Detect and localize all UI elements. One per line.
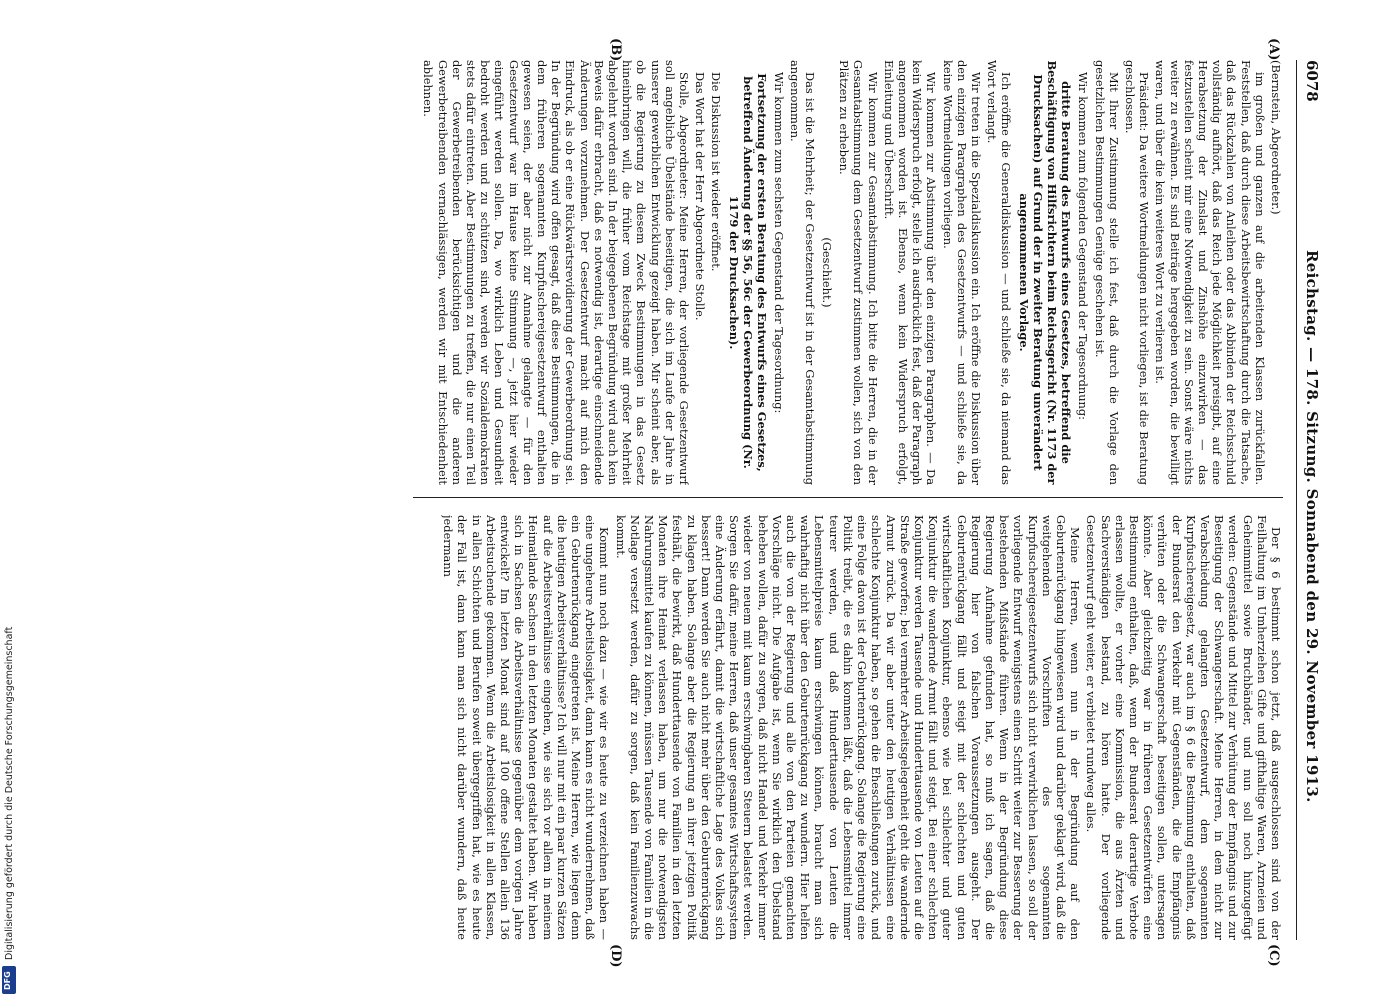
dfg-logo [2,966,16,994]
column-divider [413,497,1283,498]
running-title: Reichstag. — 178. Sitzung. Sonnabend den 29. November 1913. [1303,250,1321,803]
right-column [403,515,1283,940]
agenda-item: Fortsetzung der ersten Beratung des Entwurfs eines Gesetzes, betreffend Änderung der §§ 56, 56c der Gewerbeordnung (Nr. 1179 der Drucksachen). [726,73,770,472]
paragraph: Wir kommen zur Gesamtabstimmung. Ich bitte die Herren, die in der Gesamtabstimmung dem Gesetzentwurf zustimmen wollen, sich von den Plätzen zu erheben. [837,60,880,485]
paragraph: im großen und ganzen auf die arbeitenden Klassen zurückfallen. Feststellen, daß durch diese Arbeitsbewirtschaftung durch die Tatsache, daß das Rückzahlen von Anleihen oder das Abbinden der Reichsschuld vollständig aufhört, daß das Reich jede Möglichkeit preisgibt, auf eine Herabsetzung der Zinslast und Zinshöhe einzuwirken — das festzustellen scheint mir eine Notwendigkeit zu sein. Sonst wäre nichts weiter zu erwähnen. Es sind Beiträge hergegeben worden, die bewilligt waren, und über die kein weiteres Wort zu verlieren ist. [1153,60,1267,485]
paragraph: Das ist die Mehrheit; der Gesetzentwurf ist in der Gesamtabstimmung angenommen. [788,60,817,485]
paragraph: Ich eröffne die Generaldiskussion — und schließe sie, da niemand das Wort verlangt. [985,60,1014,485]
margin-mark-d: (D) [608,944,623,968]
paragraph: Die Diskussion ist wieder eröffnet. [709,72,724,272]
speaker-note: (Bernstein, Abgeordneter.) [1269,60,1283,215]
speech-paragraph: Stolle, Abgeordneter: Meine Herren, der vorliegende Gesetzentwurf soll angebliche Übelstände beseitigen, die sich im Laufe der Jahre in unserer gewerblichen Entwicklung gezeigt haben. Mir scheint aber, als ob die Regierung zu diesem Zweck Bestimmungen in das Gesetz hineinbringen will, die früher vom Reichstage mit großer Mehrheit abgelehnt worden sind. In der beigegebenen Begründung wird auch kein Beweis dafür erbracht, daß es notwendig ist, derartige einschneidende Änderungen vorzunehmen. Der Gesetzentwurf macht auf mich den Eindruck, als ob er eine Rückwärtsrevidierung der Gewerbeordnung sei. In der Begründung wird offen gesagt, daß diese Bestimmungen, die in dem früheren sogenannten Kurpfuschereigesetzentwurf enthalten gewesen seien, der aber nicht zur Annahme gelangte — für den Gesetzentwurf war im Hause keine Stimmung —, jetzt hier wieder eingeführt werden sollen. Da, wo wirklich Leben und Gesundheit bedroht werden und zu schützen sind, werden wir Sozialdemokraten stets dafür eintreten. Aber Bestimmungen zu treffen, die nur einen Teil der Gewerbetreibenden berücksichtigen und die anderen Gewerbetreibenden vernachlässigen, werden wir mit Entschiedenheit ablehnen. [421,60,692,485]
margin-mark-c: (C) [1266,944,1281,967]
paragraph: Wir treten in die Spezialdiskussion ein. Ich eröffne die Diskussion über den einzigen Paragraphen des Gesetzentwurfs — und schließe sie, da keine Wortmeldungen vorliegen. [940,60,983,485]
paragraph: Wir kommen zur Abstimmung über den einzigen Paragraphen. — Da kein Widerspruch erfolgt, stelle ich ausdrücklich fest, daß der Paragraph angenommen worden ist. Ebenso, wenn kein Widerspruch erfolgt, Einleitung und Überschrift. [881,60,939,485]
left-column [403,60,1283,485]
margin-mark-b: (B) [608,38,623,62]
paragraph: Präsident: Da weitere Wortmeldungen nicht vorliegen, ist die Beratung geschlossen. [1122,60,1152,485]
paragraph: Kommt nun noch dazu — wie wir es heute zu verzeichnen haben — eine ungeheure Arbeitslosigkeit, dann kann es nicht wundernehmen, daß ein Geburtenrückgang eingetreten ist. Meine Herren, wie liegen denn die heutigen Arbeitsverhältnisse? Ich will nur mit ein paar kurzen Sätzen auf die Arbeitsverhältnisse eingehen, wie sie sich vor allem in meinem Heimatlande Sachsen in den letzten Monaten gestaltet haben. Wir haben sich in Sachsen die Arbeitsverhältnisse gegenüber dem vorigen Jahre entwickelt? Im letzten Monat sind auf 100 offene Stellen allein 136 Arbeitsuchende gekommen. Wenn die Arbeitslosigkeit in allen Klassen, in allen Schichten und Berufen soweit übergegriffen hat, wie es heute der Fall ist, dann kann man sich nicht darüber wundern, daß heute jedermann [441,515,612,940]
agenda-item: dritte Beratung des Entwurfs eines Gesetzes, betreffend die Beschäftigung von Hilfsrichtern beim Reichsgericht (Nr. 1173 der Drucksachen) auf Grund der in zweiter Beratung unverändert angenommenen Vorlage. [1016,60,1074,485]
stage-direction: (Geschieht.) [819,237,834,308]
page-header [1295,60,1323,940]
credit-text: Digitalisierung gefördert durch die Deutsche Forschungsgemeinschaft [4,626,15,960]
paragraph: Wir kommen zum folgenden Gegenstand der Tagesordnung: [1076,72,1091,420]
paragraph: Meine Herren, wenn nun in der Begründung auf den Geburtenrückgang hingewiesen wird und darüber geklagt wird, daß die weitgehenden Vorschriften des sogenannten Kurpfuschereigesetzentwurfs sich nicht verwirklichen lassen, so soll der vorliegende Entwurf wenigstens einen Schritt weiter zur Besserung der bestehenden Mißstände führen. Wenn in der Begründung diese Regierung Aufnahme gefunden hat, so muß ich sagen, daß die Regierung hier von falschen Voraussetzungen ausgeht. Der Geburtenrückgang fällt und steigt mit der schlechten und guten wirtschaftlichen Konjunktur, ebenso wie bei schlechter und guter Konjunktur die wandernde Armut fällt und steigt. Bei einer schlechten Konjunktur werden Tausende und Hunderttausende von Leuten auf die Straße geworfen; bei vermehrter Arbeitsgelegenheit geht die wandernde Armut zurück. Da wir aber unter den heutigen Verhältnissen eine schlechte Konjunktur haben, so gehen die Eheschließungen zurück, und eine Folge davon ist der Geburtenrückgang. Solange die Regierung eine Politik treibt, die es dahin kommen läßt, daß die Lebensmittel immer teurer werden, und daß Hunderttausende von Leuten die Lebensmittelpreise kaum erschwingen können, braucht man sich wahrhaftig nicht über den Geburtenrückgang zu wundern. Hier helfen auch die von der Regierung und alle von den Parteien gemachten Vorschläge nicht. Die Aufgabe ist, wenn Sie wirklich den Übelstand beheben wollen, dafür zu sorgen, daß nicht Handel und Verkehr immer wieder von neuem mit kaum erschwingbaren Steuern belastet werden. Sorgen Sie dafür, meine Herren, daß unser gesamtes Wirtschaftssystem eine Änderung erfährt, damit die wirtschaftliche Lage des Volkes sich bessert! Dann werden Sie auch nicht mehr über den Geburtenrückgang zu klagen haben. Solange aber die Regierung an ihrer jetzigen Politik festhält, die bewirkt, daß Hunderttausende von Familien in den letzten Monaten ihre Heimat verlassen haben, um nur die notwendigsten Nahrungsmittel kaufen zu können, müssen Tausende von Familien in die Notlage versetzt werden, dafür zu sorgen, daß kein Familienzuwachs kommt. [613,515,1083,940]
header-rule [1296,60,1297,940]
digitization-credit [4,600,18,990]
paragraph: Wir kommen zum sechsten Gegenstand der Tagesordnung: [772,72,787,414]
paragraph: Mit Ihrer Zustimmung stelle ich fest, daß durch die Vorlage den gesetzlichen Bestimmungen Genüge geschehen ist. [1092,60,1121,485]
margin-mark-a: (A) [1266,38,1281,61]
paragraph: Das Wort hat der Herr Abgeordnete Stolle. [693,72,708,321]
paragraph: Der § 6 bestimmt schon jetzt, daß ausgeschlossen sind von der Feilhaltung im Umherziehen Gifte und gifthaltige Waren, Arzneien und Geheimmittel sowie Bruchbänder, und nun soll noch hinzugefügt werden: Gegenstände und Mittel zur Verhütung der Empfängnis und zur Beseitigung der Schwangerschaft. Meine Herren, in dem nicht zur Verabschiedung gelangten Gesetzentwurf, dem sogenannten Kurpfuschereigesetz, war auch im § 6 die Bestimmung enthalten, daß der Bundesrat den Verkehr mit Gegenständen, die die Empfängnis verhüten oder die Schwangerschaft beseitigen sollen, untersagen könnte. Aber gleichzeitig war in früheren Gesetzentwürfen eine Bestimmung enthalten, daß, wenn der Bundesrat derartige Verbote erlassen wollte, er vorher eine Kommission, die aus Ärzten und Sachverständigen bestand, zu hören hatte. Der vorliegende Gesetzentwurf geht weiter, er verbietet rundweg alles. [1084,515,1283,940]
page-number: 6078 [1303,60,1321,102]
dfg-logo-text: DFG [3,971,12,990]
